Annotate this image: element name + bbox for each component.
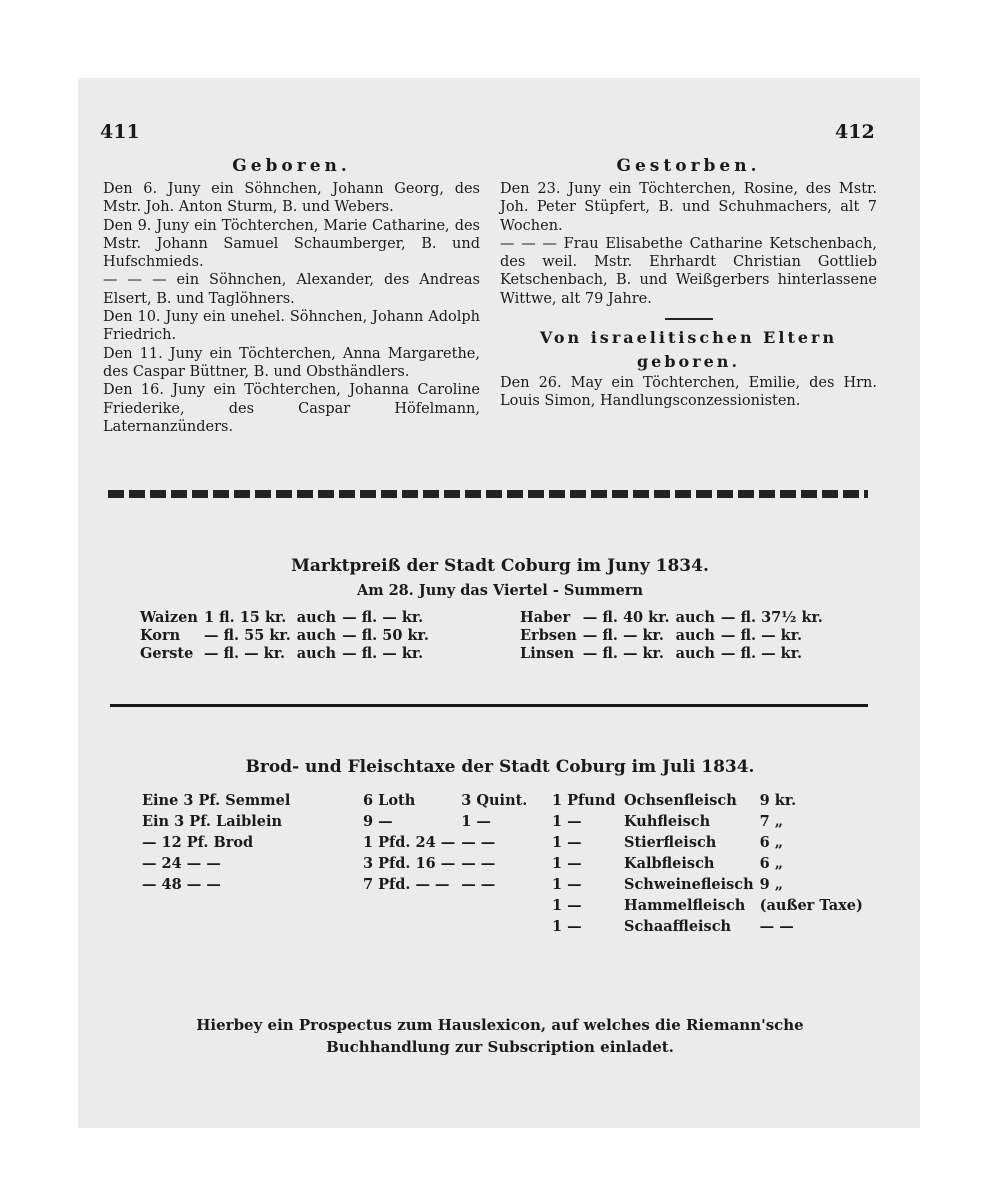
meat-type: Kalbfleisch [624, 855, 715, 872]
grain-name: Erbsen [520, 627, 577, 644]
table-row [142, 811, 533, 832]
births-column [103, 180, 480, 436]
bread-quint: — — [461, 876, 496, 893]
footer-line: Hierbey ein Prospectus zum Hauslexicon, auf welches die Riemann'sche [196, 1016, 804, 1034]
israelite-heading: Von israelitischen Eltern [539, 328, 838, 348]
tax-title: Brod- und Fleischtaxe der Stadt Coburg im Juli 1834. [245, 757, 755, 777]
meat-type: Hammelfleisch [624, 897, 746, 914]
bread-weight: 7 Pfd. — — [363, 876, 450, 893]
price-low: — fl. 50 kr. [342, 627, 429, 644]
grain-name: Linsen [520, 645, 575, 662]
meat-type: Kuhfleisch [624, 813, 711, 830]
table-row [552, 853, 869, 874]
bread-item: — 12 Pf. Brod [142, 834, 254, 851]
grain-name: Korn [140, 627, 181, 644]
birth-entry: Den 11. Juny ein Töchterchen, Anna Margarethe, des Caspar Büttner, B. und Obsthändlers. [103, 345, 480, 380]
price-word: auch [675, 627, 715, 644]
price-low: — fl. — kr. [720, 627, 803, 644]
table-row [552, 790, 869, 811]
meat-price: 9 kr. [759, 792, 797, 809]
meat-quantity: 1 — [552, 855, 582, 872]
meat-type: Ochsenfleisch [624, 792, 737, 809]
price-word: auch [296, 627, 337, 644]
price-low: — fl. — kr. [342, 609, 424, 626]
death-entry: Den 23. Juny ein Töchterchen, Rosine, des Mstr. Joh. Peter Stüpfert, B. und Schuhmachers, alt 7 Wochen. [500, 181, 877, 234]
footer-line: Buchhandlung zur Subscription einladet. [326, 1038, 674, 1056]
bread-table [142, 790, 533, 895]
table-row [140, 609, 435, 627]
table-row [142, 790, 533, 811]
price-high: — fl. — kr. [582, 645, 664, 662]
price-high: — fl. — kr. [582, 627, 664, 644]
birth-entry: Den 10. Juny ein unehel. Söhnchen, Johann Adolph Friedrich. [103, 309, 480, 344]
meat-quantity: 1 — [552, 834, 582, 851]
meat-price: 6 „ [759, 834, 784, 851]
page-number-right: 412 [835, 121, 875, 143]
deaths-heading: Gestorben. [616, 156, 761, 176]
price-word: auch [296, 609, 337, 626]
meat-quantity: 1 — [552, 897, 582, 914]
israelite-subheading: geboren. [636, 352, 741, 372]
table-row [552, 895, 869, 916]
table-row [142, 853, 533, 874]
grain-name: Waizen [140, 609, 198, 626]
table-row [142, 874, 533, 895]
bread-item: Ein 3 Pf. Laiblein [142, 813, 283, 830]
birth-entry: Den 9. Juny ein Töchterchen, Marie Catharine, des Mstr. Johann Samuel Schaumberger, B. und Hufschmieds. [103, 217, 480, 271]
page-number-left: 411 [100, 121, 140, 143]
meat-quantity: 1 — [552, 876, 582, 893]
price-low: — fl. — kr. [342, 645, 424, 662]
wavy-divider [108, 490, 868, 498]
bread-quint: — — [461, 834, 496, 851]
bread-quint: — — [461, 855, 496, 872]
meat-price: 9 „ [759, 876, 784, 893]
table-row [520, 645, 829, 663]
bread-weight: 3 Pfd. 16 — [363, 855, 456, 872]
meat-price: 7 „ [759, 813, 784, 830]
table-row [552, 811, 869, 832]
meat-quantity: 1 — [552, 918, 582, 935]
bread-item: Eine 3 Pf. Semmel [142, 792, 291, 809]
meat-price: — — [759, 918, 794, 935]
table-row [552, 874, 869, 895]
price-low: — fl. 37½ kr. [720, 609, 823, 626]
meat-price: 6 „ [759, 855, 784, 872]
grain-name: Gerste [140, 645, 194, 662]
market-table-right [520, 609, 829, 663]
market-table-left [140, 609, 435, 663]
deaths-column [500, 180, 877, 411]
table-row [520, 609, 829, 627]
table-row [142, 832, 533, 853]
bread-weight: 6 Loth [363, 792, 416, 809]
table-row [552, 832, 869, 853]
price-word: auch [296, 645, 337, 662]
price-word: auch [675, 645, 715, 662]
price-high: — fl. 40 kr. [582, 609, 670, 626]
table-row [140, 645, 435, 663]
bread-item: — 48 — — [142, 876, 221, 893]
grain-name: Haber [520, 609, 571, 626]
meat-price: (außer Taxe) [759, 897, 863, 914]
market-title: Marktpreiß der Stadt Coburg im Juny 1834. [291, 556, 709, 576]
meat-quantity: 1 — [552, 813, 582, 830]
death-entry: — — — Frau Elisabethe Catharine Ketschenbach, des weil. Mstr. Ehrhardt Christian Gottlieb Ketschenbach, B. und Weißgerbers hinterlassene Wittwe, alt 79 Jahre. [500, 235, 877, 307]
section-rule [110, 704, 868, 707]
price-high: — fl. — kr. [203, 645, 286, 662]
price-word: auch [675, 609, 715, 626]
price-high: — fl. 55 kr. [203, 627, 291, 644]
section-divider [665, 318, 713, 320]
meat-table [552, 790, 869, 937]
price-high: 1 fl. 15 kr. [203, 609, 287, 626]
birth-entry: Den 16. Juny ein Töchterchen, Johanna Caroline Friederike, des Caspar Höfelmann, Laternanzünders. [103, 382, 480, 435]
bread-weight: 9 — [363, 813, 393, 830]
birth-entry: Den 6. Juny ein Söhnchen, Johann Georg, des Mstr. Joh. Anton Sturm, B. und Webers. [103, 181, 480, 216]
meat-type: Stierfleisch [624, 834, 717, 851]
israelite-entry: Den 26. May ein Töchterchen, Emilie, des Hrn. Louis Simon, Handlungsconzessionisten. [500, 375, 877, 410]
table-row [520, 627, 829, 645]
price-low: — fl. — kr. [720, 645, 803, 662]
footer-notice [0, 1014, 1000, 1058]
bread-quint: 1 — [461, 813, 491, 830]
bread-item: — 24 — — [142, 855, 221, 872]
meat-type: Schaaffleisch [624, 918, 732, 935]
table-row [552, 916, 869, 937]
birth-entry: — — — ein Söhnchen, Alexander, des Andreas Elsert, B. und Taglöhners. [103, 272, 480, 307]
births-heading: Geboren. [232, 156, 351, 176]
table-row [140, 627, 435, 645]
bread-weight: 1 Pfd. 24 — [363, 834, 456, 851]
meat-quantity: 1 Pfund [552, 792, 616, 809]
market-subtitle: Am 28. Juny das Viertel - Summern [356, 582, 644, 599]
meat-type: Schweinefleisch [624, 876, 754, 893]
bread-quint: 3 Quint. [461, 792, 528, 809]
